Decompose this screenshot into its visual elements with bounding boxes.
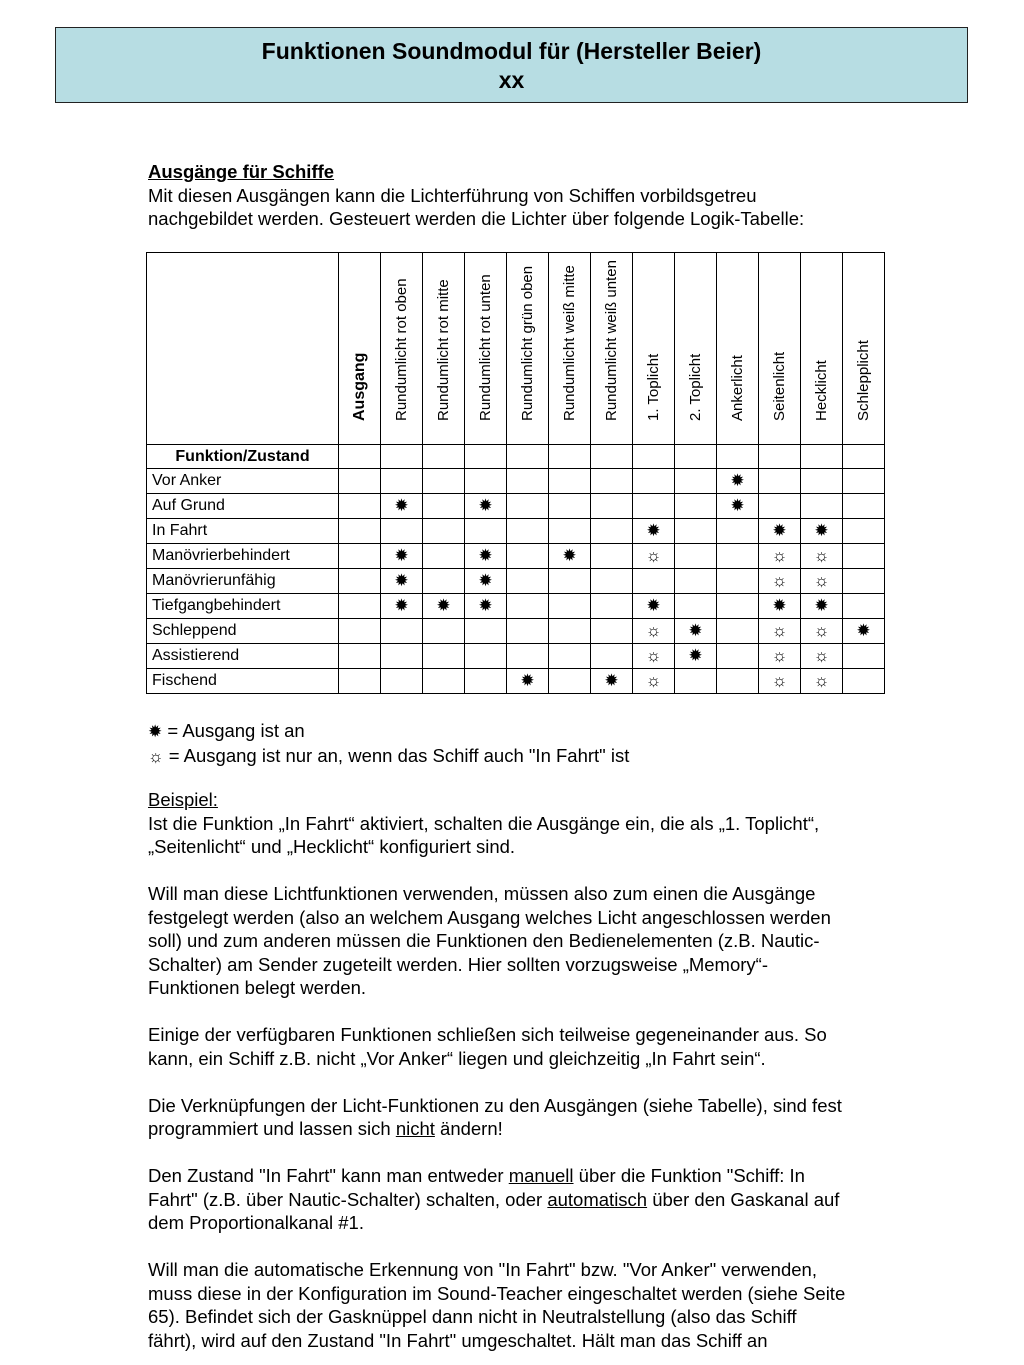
table-cell [423, 594, 465, 619]
column-header-cell [759, 253, 801, 445]
row-label: Auf Grund [147, 494, 339, 519]
body-text [148, 718, 928, 1352]
legend-on-text: = Ausgang ist an [167, 720, 305, 741]
table-cell [717, 669, 759, 694]
on-symbol-icon: ✹ [730, 470, 745, 490]
on-symbol-icon: ✹ [814, 520, 829, 540]
subheader-empty-cell [759, 445, 801, 469]
table-cell [591, 569, 633, 594]
table-cell [675, 569, 717, 594]
text-run: ändern! [434, 1118, 503, 1139]
conditional-symbol-icon: ☼ [771, 545, 788, 565]
table-cell [717, 569, 759, 594]
on-symbol-icon: ✹ [148, 722, 163, 741]
table-row [147, 669, 885, 694]
conditional-symbol-icon: ☼ [813, 620, 830, 640]
ausgang-empty-cell [339, 669, 381, 694]
subheader-empty-cell [843, 445, 885, 469]
logic-table [146, 252, 885, 694]
table-cell [801, 644, 843, 669]
ausgang-empty-cell [339, 469, 381, 494]
table-cell [717, 519, 759, 544]
subheader-empty-cell [423, 445, 465, 469]
legend-cond [148, 743, 928, 768]
table-cell [675, 669, 717, 694]
table-cell [381, 669, 423, 694]
table-cell [549, 469, 591, 494]
table-cell [507, 519, 549, 544]
table-cell [381, 544, 423, 569]
subheader-empty-cell [549, 445, 591, 469]
table-cell [759, 644, 801, 669]
column-header-label: 2. Toplicht [686, 353, 704, 421]
paragraph-line: 65). Befindet sich der Gasknüppel dann nicht in Neutralstellung (also das Schiff [148, 1306, 797, 1327]
table-cell [759, 669, 801, 694]
table-cell [717, 644, 759, 669]
table-cell [843, 594, 885, 619]
table-cell [843, 544, 885, 569]
conditional-symbol-icon: ☼ [813, 670, 830, 690]
table-cell [381, 494, 423, 519]
paragraph-line: Einige der verfügbaren Funktionen schließen sich teilweise gegeneinander aus. So [148, 1024, 827, 1045]
table-cell [633, 494, 675, 519]
table-row [147, 619, 885, 644]
table-cell [759, 619, 801, 644]
header-ausgang-cell [339, 253, 381, 445]
on-symbol-icon: ✹ [688, 620, 703, 640]
table-cell [675, 519, 717, 544]
paragraph-outputs [148, 882, 928, 1000]
paragraph-line: Schalter) am Sender zugeteilt werden. Hier sollten vorzugsweise „Memory“- [148, 953, 768, 975]
legend-cond-text: = Ausgang ist nur an, wenn das Schiff auch "In Fahrt" ist [168, 745, 630, 766]
ausgang-empty-cell [339, 569, 381, 594]
table-cell [843, 644, 885, 669]
on-symbol-icon: ✹ [646, 595, 661, 615]
on-symbol-icon: ✹ [772, 595, 787, 615]
on-symbol-icon: ✹ [814, 595, 829, 615]
table-cell [423, 519, 465, 544]
table-cell [423, 469, 465, 494]
table-cell [717, 619, 759, 644]
column-header-label: Rundumlicht rot mitte [434, 279, 452, 421]
table-cell [843, 619, 885, 644]
column-header-cell [843, 253, 885, 445]
table-cell [633, 519, 675, 544]
table-cell [423, 569, 465, 594]
table-cell [633, 544, 675, 569]
table-cell [465, 619, 507, 644]
table-cell [465, 644, 507, 669]
table-cell [675, 594, 717, 619]
column-header-cell [591, 253, 633, 445]
ausgang-empty-cell [339, 494, 381, 519]
subheader-empty-cell [465, 445, 507, 469]
table-cell [591, 594, 633, 619]
table-cell [381, 594, 423, 619]
conditional-symbol-icon: ☼ [645, 645, 662, 665]
conditional-symbol-icon: ☼ [771, 620, 788, 640]
table-cell [549, 619, 591, 644]
subheader-empty-cell [339, 445, 381, 469]
table-cell [591, 619, 633, 644]
on-symbol-icon: ✹ [478, 570, 493, 590]
table-cell [549, 669, 591, 694]
legend-on [148, 718, 928, 743]
document-header [55, 27, 968, 103]
on-symbol-icon: ✹ [394, 495, 409, 515]
paragraph-mode-line [148, 1188, 928, 1212]
table-cell [507, 644, 549, 669]
table-cell [465, 519, 507, 544]
column-header-cell [381, 253, 423, 445]
subheader-empty-cell [801, 445, 843, 469]
conditional-symbol-icon: ☼ [645, 545, 662, 565]
example-line: „Seitenlicht“ und „Hecklicht“ konfiguriert sind. [148, 836, 516, 857]
intro-line: nachgebildet werden. Gesteuert werden die Lichter über folgende Logik-Tabelle: [148, 208, 805, 229]
on-symbol-icon: ✹ [772, 520, 787, 540]
paragraph-line: Will man diese Lichtfunktionen verwenden, müssen also zum einen die Ausgänge [148, 883, 816, 904]
table-cell [717, 494, 759, 519]
row-label: Assistierend [147, 644, 339, 669]
row-label: Schleppend [147, 619, 339, 644]
table-subheader-row [147, 445, 885, 469]
column-header-label: Ankerlicht [728, 355, 746, 421]
table-row [147, 594, 885, 619]
table-cell [717, 544, 759, 569]
table-cell [759, 544, 801, 569]
column-header-cell [465, 253, 507, 445]
table-cell [633, 469, 675, 494]
table-cell [759, 594, 801, 619]
column-header-label: Seitenlicht [770, 351, 788, 421]
section-title: Ausgänge für Schiffe [148, 161, 335, 182]
row-label: Vor Anker [147, 469, 339, 494]
table-row [147, 469, 885, 494]
column-header-cell [675, 253, 717, 445]
table-row [147, 544, 885, 569]
paragraph-mode-line [148, 1164, 928, 1188]
column-header-label: Rundumlicht rot unten [476, 274, 494, 421]
ausgang-empty-cell [339, 594, 381, 619]
table-cell [465, 594, 507, 619]
text-run: über den Gaskanal auf [647, 1188, 840, 1210]
on-symbol-icon: ✹ [856, 620, 871, 640]
on-symbol-icon: ✹ [478, 595, 493, 615]
paragraph-fixed-line [148, 1117, 928, 1141]
conditional-symbol-icon: ☼ [813, 645, 830, 665]
table-cell [465, 544, 507, 569]
table-cell [591, 544, 633, 569]
table-cell [591, 519, 633, 544]
paragraph-line: Will man die automatische Erkennung von "In Fahrt" bzw. "Vor Anker" verwenden, [148, 1259, 817, 1280]
conditional-symbol-icon: ☼ [771, 645, 788, 665]
table-cell [381, 469, 423, 494]
on-symbol-icon: ✹ [478, 495, 493, 515]
row-label: Tiefgangbehindert [147, 594, 339, 619]
paragraph-exclusive [148, 1023, 928, 1070]
row-label: Manövrierbehindert [147, 544, 339, 569]
on-symbol-icon: ✹ [604, 670, 619, 690]
table-row [147, 569, 885, 594]
subheader-empty-cell [507, 445, 549, 469]
paragraph-mode-line: dem Proportionalkanal #1. [148, 1212, 364, 1233]
column-header-label: Rundumlicht weiß unten [602, 260, 620, 421]
table-cell [507, 669, 549, 694]
table-cell [717, 594, 759, 619]
table-cell [465, 469, 507, 494]
table-cell [591, 494, 633, 519]
table-cell [465, 669, 507, 694]
table-cell [801, 669, 843, 694]
column-header-cell [423, 253, 465, 445]
table-cell [507, 494, 549, 519]
table-cell [759, 519, 801, 544]
text-run: Den Zustand "In Fahrt" kann man entweder [148, 1165, 509, 1186]
conditional-symbol-icon: ☼ [813, 570, 830, 590]
table-row [147, 519, 885, 544]
subheader-empty-cell [675, 445, 717, 469]
table-cell [801, 544, 843, 569]
table-cell [381, 569, 423, 594]
table-cell [465, 569, 507, 594]
subheader-empty-cell [591, 445, 633, 469]
row-label: In Fahrt [147, 519, 339, 544]
intro-line: Mit diesen Ausgängen kann die Lichterführung von Schiffen vorbildsgetreu [148, 184, 757, 206]
conditional-symbol-icon: ☼ [771, 570, 788, 590]
subheader-empty-cell [633, 445, 675, 469]
on-symbol-icon: ✹ [394, 545, 409, 565]
table-cell [801, 594, 843, 619]
table-cell [591, 669, 633, 694]
table-cell [591, 469, 633, 494]
intro-section [148, 160, 928, 231]
table-cell [423, 644, 465, 669]
table-cell [423, 619, 465, 644]
on-symbol-icon: ✹ [478, 545, 493, 565]
table-header-row [147, 253, 885, 445]
column-header-label: Rundumlicht rot oben [392, 278, 410, 421]
column-header-label: Schlepplicht [854, 340, 872, 421]
on-symbol-icon: ✹ [436, 595, 451, 615]
header-corner-cell [147, 253, 339, 445]
table-cell [675, 619, 717, 644]
document-title: Funktionen Soundmodul für (Hersteller Beier) [261, 38, 762, 64]
table-cell [549, 594, 591, 619]
table-cell [423, 669, 465, 694]
table-cell [381, 644, 423, 669]
table-cell [549, 569, 591, 594]
conditional-symbol-icon: ☼ [148, 747, 164, 766]
underlined-text: nicht [395, 1118, 435, 1139]
column-header-label: Hecklicht [812, 360, 830, 421]
on-symbol-icon: ✹ [688, 645, 703, 665]
table-cell [423, 544, 465, 569]
table-cell [381, 519, 423, 544]
example-line: Ist die Funktion „In Fahrt“ aktiviert, schalten die Ausgänge ein, die als „1. Toplicht“, [148, 812, 820, 834]
subheader-empty-cell [717, 445, 759, 469]
table-cell [549, 494, 591, 519]
table-cell [675, 544, 717, 569]
conditional-symbol-icon: ☼ [771, 670, 788, 690]
column-header-label: Rundumlicht weiß mitte [560, 265, 578, 421]
table-cell [843, 469, 885, 494]
column-header-label: 1. Toplicht [644, 353, 662, 421]
table-cell [801, 494, 843, 519]
table-cell [675, 469, 717, 494]
table-cell [801, 569, 843, 594]
underlined-text: automatisch [547, 1188, 648, 1210]
table-cell [381, 619, 423, 644]
on-symbol-icon: ✹ [520, 670, 535, 690]
table-cell [759, 569, 801, 594]
table-cell [675, 644, 717, 669]
row-label: Manövrierunfähig [147, 569, 339, 594]
table-cell [633, 569, 675, 594]
table-cell [633, 644, 675, 669]
column-header-cell [801, 253, 843, 445]
table-cell [759, 494, 801, 519]
table-cell [675, 494, 717, 519]
table-row [147, 494, 885, 519]
paragraph-fixed-line: Die Verknüpfungen der Licht-Funktionen zu den Ausgängen (siehe Tabelle), sind fest [148, 1094, 842, 1116]
table-row [147, 644, 885, 669]
table-cell [801, 469, 843, 494]
table-cell [507, 619, 549, 644]
example-title: Beispiel: [148, 789, 218, 810]
ausgang-empty-cell [339, 544, 381, 569]
ausgang-empty-cell [339, 619, 381, 644]
text-run: programmiert und lassen sich [148, 1118, 396, 1139]
on-symbol-icon: ✹ [394, 570, 409, 590]
table-cell [843, 669, 885, 694]
on-symbol-icon: ✹ [730, 495, 745, 515]
paragraph-line: kann, ein Schiff z.B. nicht „Vor Anker“ liegen und gleichzeitig „In Fahrt sein“. [148, 1047, 766, 1069]
table-cell [759, 469, 801, 494]
paragraph-line: fährt), wird auf den Zustand "In Fahrt" umgeschaltet. Hält man das Schiff an [148, 1329, 768, 1351]
table-cell [801, 619, 843, 644]
ausgang-empty-cell [339, 519, 381, 544]
column-header-label: Rundumlicht grün oben [518, 265, 536, 421]
on-symbol-icon: ✹ [646, 520, 661, 540]
table-cell [507, 594, 549, 619]
table-cell [465, 494, 507, 519]
table-cell [507, 544, 549, 569]
table-cell [507, 469, 549, 494]
funktion-zustand-label: Funktion/Zustand [147, 445, 339, 469]
text-run: über die Funktion "Schiff: In [573, 1165, 805, 1186]
paragraph-line: festgelegt werden (also an welchem Ausgang welches Licht angeschlossen werden [148, 906, 831, 928]
table-cell [717, 469, 759, 494]
table-cell [549, 519, 591, 544]
column-header-cell [549, 253, 591, 445]
paragraph-line: Funktionen belegt werden. [148, 977, 367, 998]
table-cell [633, 669, 675, 694]
text-run: Fahrt" (z.B. über Nautic-Schalter) schalten, oder [148, 1188, 548, 1210]
column-header-cell [507, 253, 549, 445]
conditional-symbol-icon: ☼ [813, 545, 830, 565]
table-cell [843, 519, 885, 544]
on-symbol-icon: ✹ [562, 545, 577, 565]
conditional-symbol-icon: ☼ [645, 670, 662, 690]
table-cell [633, 594, 675, 619]
table-cell [591, 644, 633, 669]
column-header-cell [633, 253, 675, 445]
paragraph-line: soll) und zum anderen müssen die Funktionen den Bedienelementen (z.B. Nautic- [148, 930, 820, 951]
paragraph-auto-detect [148, 1258, 928, 1352]
table-cell [801, 519, 843, 544]
conditional-symbol-icon: ☼ [645, 620, 662, 640]
on-symbol-icon: ✹ [394, 595, 409, 615]
subheader-empty-cell [381, 445, 423, 469]
paragraph-line: muss diese in der Konfiguration im Sound-Teacher eingeschaltet werden (siehe Seite [148, 1282, 846, 1304]
table-cell [423, 494, 465, 519]
ausgang-empty-cell [339, 644, 381, 669]
table-cell [549, 644, 591, 669]
table-cell [843, 494, 885, 519]
table-cell [549, 544, 591, 569]
table-cell [633, 619, 675, 644]
ausgang-label: Ausgang [350, 352, 368, 421]
table-cell [507, 569, 549, 594]
column-header-cell [717, 253, 759, 445]
underlined-text: manuell [508, 1165, 574, 1186]
row-label: Fischend [147, 669, 339, 694]
document-subtitle: xx [498, 67, 525, 93]
table-cell [843, 569, 885, 594]
